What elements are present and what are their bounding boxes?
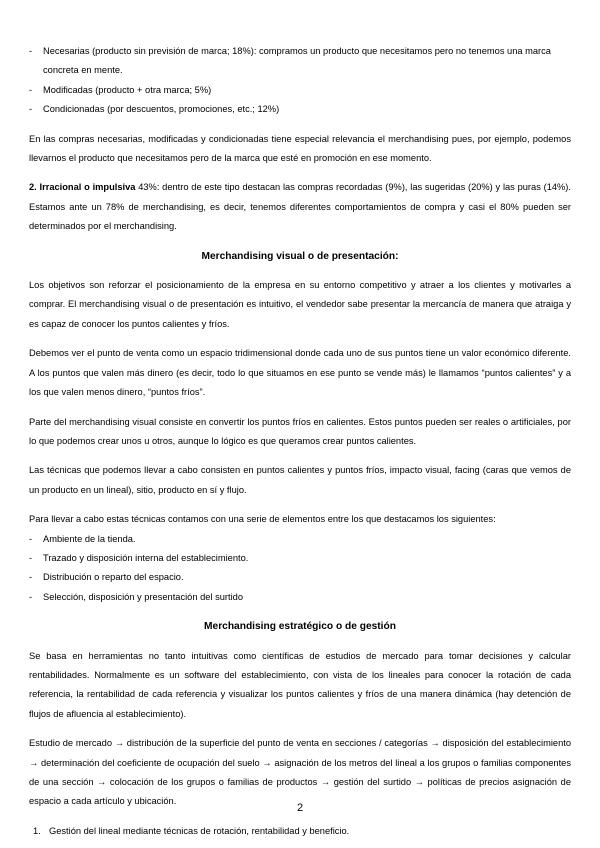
list-item: - Ambiente de la tienda. — [29, 530, 571, 549]
bullet-text: Necesarias (producto sin previsión de marca; 18%): compramos un producto que necesitamos pero no tenemos una marca concreta en mente. — [43, 46, 551, 76]
bullet-text: Distribución o reparto del espacio. — [43, 572, 184, 583]
paragraph: Las técnicas que podemos llevar a cabo consisten en puntos calientes y puntos fríos, impacto visual, facing (caras que vemos de un producto en un lineal), sitio, producto en sí y flujo. — [29, 465, 571, 495]
paragraph: Parte del merchandising visual consiste en convertir los puntos fríos en calientes. Estos puntos pueden ser reales o artificiales, por lo que podemos crear unos u otros, aunque lo lógico es que queramos crear puntos calientes. — [29, 416, 571, 446]
section-heading-estrategico: Merchandising estratégico o de gestión — [204, 621, 396, 633]
item-number: 1. — [33, 825, 41, 836]
paragraph: Los objetivos son reforzar el posicionamiento de la empresa en su entorno competitivo y atraer a los clientes y motivarles a comprar. El merchandising visual o de presentación es intuitivo, el vendedor sabe presentar la mercancía de manera que atraiga y es capaz de conocer los puntos calientes y fríos. — [29, 280, 571, 329]
irracional-label: 2. Irracional o impulsiva — [29, 182, 136, 193]
bullet-text: Modificadas (producto + otra marca; 5%) — [43, 84, 212, 95]
list-item: - Modificadas (producto + otra marca; 5%) — [29, 81, 571, 100]
paragraph: Debemos ver el punto de venta como un espacio tridimensional donde cada uno de sus puntos tiene un valor económico diferente. A los puntos que valen más dinero (es decir, todo lo que situamos en ese punto se vende más) le llamamos “puntos calientes” y a los que valen menos dinero, “puntos fríos”. — [29, 348, 571, 398]
paragraph-irracional — [29, 178, 571, 236]
paragraph-compras: En las compras necesarias, modificadas y condicionadas tiene especial relevancia el merchandising pues, por ejemplo, podemos llevarnos el producto que necesitamos pero de la marca que esté en promoción en ese momento. — [29, 133, 571, 164]
bullet-text: Condicionadas (por descuentos, promociones, etc.; 12%) — [43, 104, 280, 115]
numbered-list-item — [29, 822, 571, 841]
list-item: - Selección, disposición y presentación del surtido — [29, 588, 571, 607]
irracional-text: 43%: dentro de este tipo destacan las compras recordadas (9%), las sugeridas (20%) y las puras (14%). Estamos ante un 78% de merchandising, es decir, tenemos diferentes comportamientos de compra y casi el 80% pueden ser determinados por el merchandising. — [29, 182, 571, 232]
bullet-text: Trazado y disposición interna del establecimiento. — [43, 552, 249, 563]
paragraph: Estudio de mercado → distribución de la superficie del punto de venta en secciones / categorías → disposición del establecimiento → determinación del coeficiente de ocupación del suelo → asignación de los metros del lineal a los grupos o familias componentes de una sección → colocación de los grupos o familias de productos → gestión del surtido → políticas de precios asignación de espacio a cada artículo y ubicación. — [29, 738, 571, 807]
paragraph: Se basa en herramientas no tanto intuitivas como científicas de estudios de mercado para tomar decisiones y calcular rentabilidades. Normalmente es un software del establecimiento, con vista de los lineales para conocer la rotación de cada referencia, la rentabilidad de cada referencia y visualizar los puntos calientes y fríos de una manera dinámica (hay detención de flujos de afluencia al establecimiento). — [29, 650, 571, 719]
list-item: - Trazado y disposición interna del establecimiento. — [29, 549, 571, 568]
page-content — [29, 42, 571, 841]
section-heading-visual: Merchandising visual o de presentación: — [201, 250, 399, 262]
page-number: 2 — [296, 802, 304, 814]
paragraph: Para llevar a cabo estas técnicas contamos con una serie de elementos entre los que destacamos los siguientes: — [29, 514, 496, 525]
list-item: - Condicionadas (por descuentos, promociones, etc.; 12%) — [29, 100, 571, 119]
item-text: Gestión del lineal mediante técnicas de rotación, rentabilidad y beneficio. — [49, 825, 350, 836]
list-item: - Distribución o reparto del espacio. — [29, 568, 571, 587]
bullet-text: Selección, disposición y presentación del surtido — [43, 591, 243, 602]
list-item: - Necesarias (producto sin previsión de marca; 18%): compramos un producto que necesitamos pero no tenemos una marca concreta en mente. — [29, 42, 571, 81]
bullet-text: Ambiente de la tienda. — [43, 533, 136, 544]
